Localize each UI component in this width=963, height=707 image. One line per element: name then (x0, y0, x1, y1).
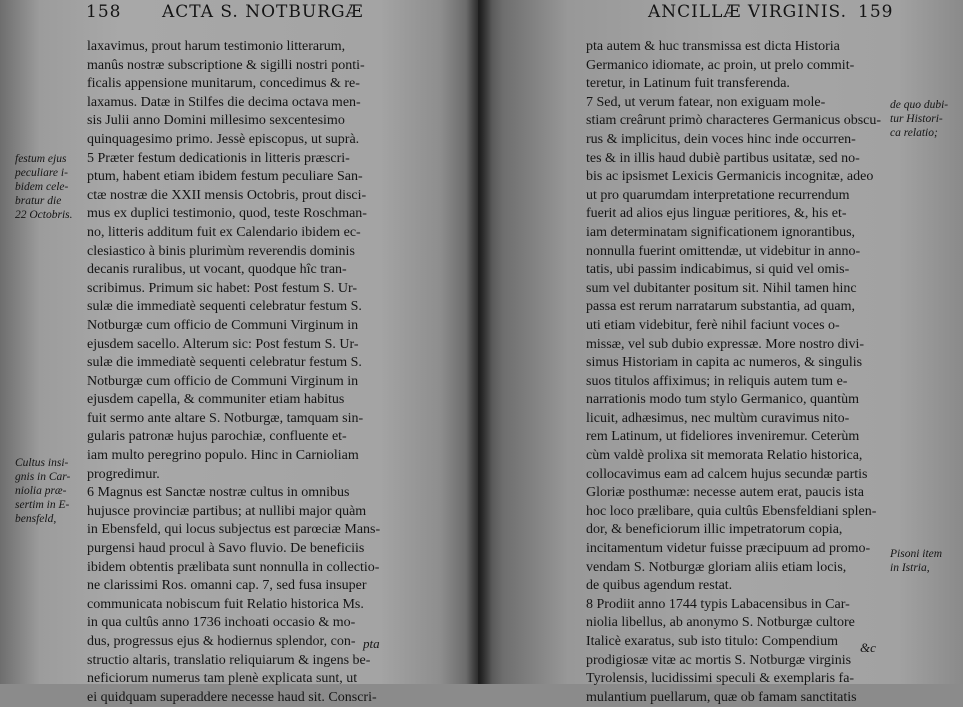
right-catchword: &c (860, 640, 876, 655)
margin-note-line: tur Histori- (890, 113, 943, 125)
text-line: structio altaris, translatio reliquiarum & ingens be- (87, 652, 371, 668)
text-line: stiam creârunt primò characteres Germanicus obscu- (586, 113, 882, 129)
text-line: ei quidquam superaddere necesse haud sit. Conscri- (87, 689, 377, 705)
right-margin-note-relation (890, 98, 948, 140)
text-line: Gloriæ posthumæ: necesse autem erat, paucis ista (586, 485, 864, 501)
text-line: fuit sermo ante altare S. Notburgæ, tamquam sin- (87, 410, 364, 426)
text-line: quinquagesimo primo. Jessè episcopus, ut suprà. (87, 131, 360, 147)
text-line: no, litteris additum fuit ex Calendario ibidem ec- (87, 224, 361, 240)
text-line: mus ex duplici testimonio, quod, teste Roschman- (87, 206, 367, 222)
text-line: teretur, in Latinum fuit transferenda. (586, 76, 790, 92)
margin-note-line: Cultus insi- (15, 457, 69, 469)
margin-note-line: niolia præ- (15, 485, 67, 497)
margin-note-line: ca relatio; (890, 127, 938, 139)
text-line: nonnulla fuerint omittendæ, ut videbitur in anno- (586, 243, 861, 259)
left-running-head: ACTA S. NOTBURGÆ (162, 2, 364, 22)
right-running-head: ANCILLÆ VIRGINIS. (648, 2, 847, 22)
text-line: fuerit ad alios ejus linguæ peritiores, &, his et- (586, 206, 847, 222)
margin-note-line: festum ejus (15, 153, 67, 165)
text-line: progredimur. (87, 466, 160, 482)
margin-note-line: gnis in Car- (15, 471, 71, 483)
text-line: laxamus. Datæ in Stilfes die decima octava men- (87, 94, 361, 110)
text-line: ne clarissimi Ros. omanni cap. 7, sed fusa insuper (87, 578, 367, 594)
right-body-text (586, 38, 881, 707)
text-line: Tyrolensis, lucidissimi speculi & exemplaris fa- (586, 671, 855, 687)
text-line: collocavimus eam ad calcem hujus secundæ partis (586, 466, 868, 482)
margin-note-line: peculiare i- (15, 167, 68, 179)
text-line: simus Historiam in capita ac numeros, & singulis (586, 355, 863, 371)
text-line: vendam S. Notburgæ gloriam aliis etiam locis, (586, 559, 847, 575)
text-line: cùm valdè prolixa sit memorata Relatio historica, (586, 448, 863, 464)
text-line: sulæ die immediatè sequenti celebratur festum S. (87, 355, 362, 371)
text-line: decanis ruralibus, ut vocant, quodque hîc tran- (87, 262, 347, 278)
left-margin-note-feast (15, 152, 73, 222)
text-line: ejusdem capella, & communiter etiam habitus (87, 392, 345, 408)
text-line: narrationis modo tum stylo Germanico, quantùm (586, 392, 859, 408)
text-line: communicata nobiscum fuit Relatio historica Ms. (87, 596, 364, 612)
margin-note-line: bensfeld, (15, 513, 57, 525)
text-line: ptum, habent etiam ibidem festum peculiare San- (87, 169, 363, 185)
text-line: tes & in illis haud dubiè partibus usitatæ, sed no- (586, 150, 860, 166)
text-line: licuit, adhæsimus, nec multùm curavimus nito- (586, 410, 850, 426)
left-catchword: pta (363, 636, 380, 651)
text-line: uti etiam videbitur, ferè nihil faciunt voces o- (586, 317, 840, 333)
text-line: incitamentum videtur fuisse præcipuum ad promo- (586, 541, 871, 557)
text-line: ibidem obtentis prælibata sunt nonnulla in collectio- (87, 559, 380, 575)
text-line: laxavimus, prout harum testimonio litterarum, (87, 39, 346, 54)
text-line: neficiorum numerus tam plenè explicata sunt, ut (87, 671, 358, 687)
text-line: bis ac ipsismet Lexicis Germanicis incognitæ, adeo (586, 169, 874, 185)
text-line: sum vel dubitanter positum sit. Nihil tamen hinc (586, 280, 857, 296)
text-line: Italicè exaratus, sub isto titulo: Compendium (586, 634, 838, 649)
left-page-number: 158 (86, 2, 122, 22)
text-line: ut pro quarumdam interpretatione recurrendum (586, 187, 850, 203)
text-line: prodigiosæ vitæ ac mortis S. Notburgæ virginis (586, 652, 852, 668)
text-line: rem Latinum, ut fideliores inveniremur. Ceterùm (586, 429, 860, 445)
text-line: niolia libellus, ab anonymo S. Notburgæ cultore (586, 615, 855, 631)
margin-note-line: bratur die (15, 195, 62, 207)
margin-note-line: sertim in E- (15, 499, 70, 511)
right-page (478, 0, 963, 705)
text-line: iam multo peregrino populo. Hinc in Carnioliam (87, 448, 359, 464)
margin-note-line: Pisoni item (890, 548, 943, 560)
text-line: hujusce provinciæ partibus; at nullibi major quàm (87, 503, 367, 519)
text-line: sulæ die immediatè sequenti celebratur festum S. (87, 299, 362, 315)
left-page (0, 0, 478, 705)
text-line: sis Julii anno Domini millesimo sexcentesimo (87, 113, 345, 129)
margin-note-line: bidem cele- (15, 181, 69, 193)
right-page-number: 159 (858, 2, 894, 22)
text-line: purgensi haud procul à Savo fluvio. De beneficiis (87, 541, 365, 557)
margin-note-line: 22 Octobris. (15, 209, 73, 221)
left-margin-note-cult (15, 456, 70, 526)
text-line: rus & implicitus, dein voces hinc inde occurren- (586, 131, 856, 147)
text-line: iam determinatam significationem ignorantibus, (586, 224, 856, 240)
text-line: pta autem & huc transmissa est dicta Historia (586, 39, 840, 54)
book-gutter-shadow (466, 0, 492, 684)
text-line: dor, & beneficiorum illic impetratorum copia, (586, 522, 843, 538)
text-line: de quibus agendum restat. (586, 578, 733, 594)
text-line: ejusdem sacello. Alterum sic: Post festum S. Ur- (87, 336, 359, 352)
right-margin-note-istria (890, 547, 942, 575)
text-line: dus, progressus ejus & hodiernus splendor, con- (87, 634, 356, 649)
text-line: tatis, ubi passim indicabimus, si quid vel omis- (586, 262, 850, 278)
left-body-text (87, 38, 380, 707)
text-line: scribimus. Primum sic habet: Post festum S. Ur- (87, 280, 357, 296)
text-line: ficalis appensione munitarum, concedimus & re- (87, 76, 360, 92)
text-line: Germanico idiomate, ac proin, ut prelo commit- (586, 57, 855, 73)
text-line: 5 Præter festum dedicationis in litteris præscri- (87, 150, 350, 166)
margin-note-line: de quo dubi- (890, 99, 949, 111)
text-line: manûs nostræ subscriptione & sigilli nostri ponti- (87, 57, 365, 73)
text-line: passa est rerum narratarum substantia, ad quam, (586, 299, 856, 315)
text-line: gularis patronæ hujus parochiæ, confluente et- (87, 429, 347, 445)
text-line: in Ebensfeld, qui locus subjectus est parœciæ Mans- (87, 522, 381, 538)
text-line: ctæ nostræ die XXII mensis Octobris, prout disci- (87, 187, 367, 203)
text-line: 7 Sed, ut verum fatear, non exiguam mole- (586, 94, 826, 110)
text-line: hoc loco prælibare, quia cultûs Ebensfeldiani splen- (586, 503, 877, 519)
margin-note-line: in Istria, (890, 562, 930, 574)
text-line: Notburgæ cum officio de Communi Virginum in (87, 317, 359, 333)
text-line: missæ, vel sub dubio expressæ. More nostro divi- (586, 336, 865, 352)
text-line: 6 Magnus est Sanctæ nostræ cultus in omnibus (87, 485, 350, 501)
text-line: in qua cultûs anno 1736 inchoati occasio & mo- (87, 615, 356, 631)
text-line: clesiastico à binis plurimùm reverendis dominis (87, 243, 355, 259)
text-line: Notburgæ cum officio de Communi Virginum in (87, 373, 359, 389)
text-line: 8 Prodiit anno 1744 typis Labacensibus in Car- (586, 596, 850, 612)
text-line: mulantium puellarum, quæ ob famam sanctitatis (586, 689, 857, 705)
text-line: suos titulos affiximus; in reliquis autem tum e- (586, 373, 848, 389)
